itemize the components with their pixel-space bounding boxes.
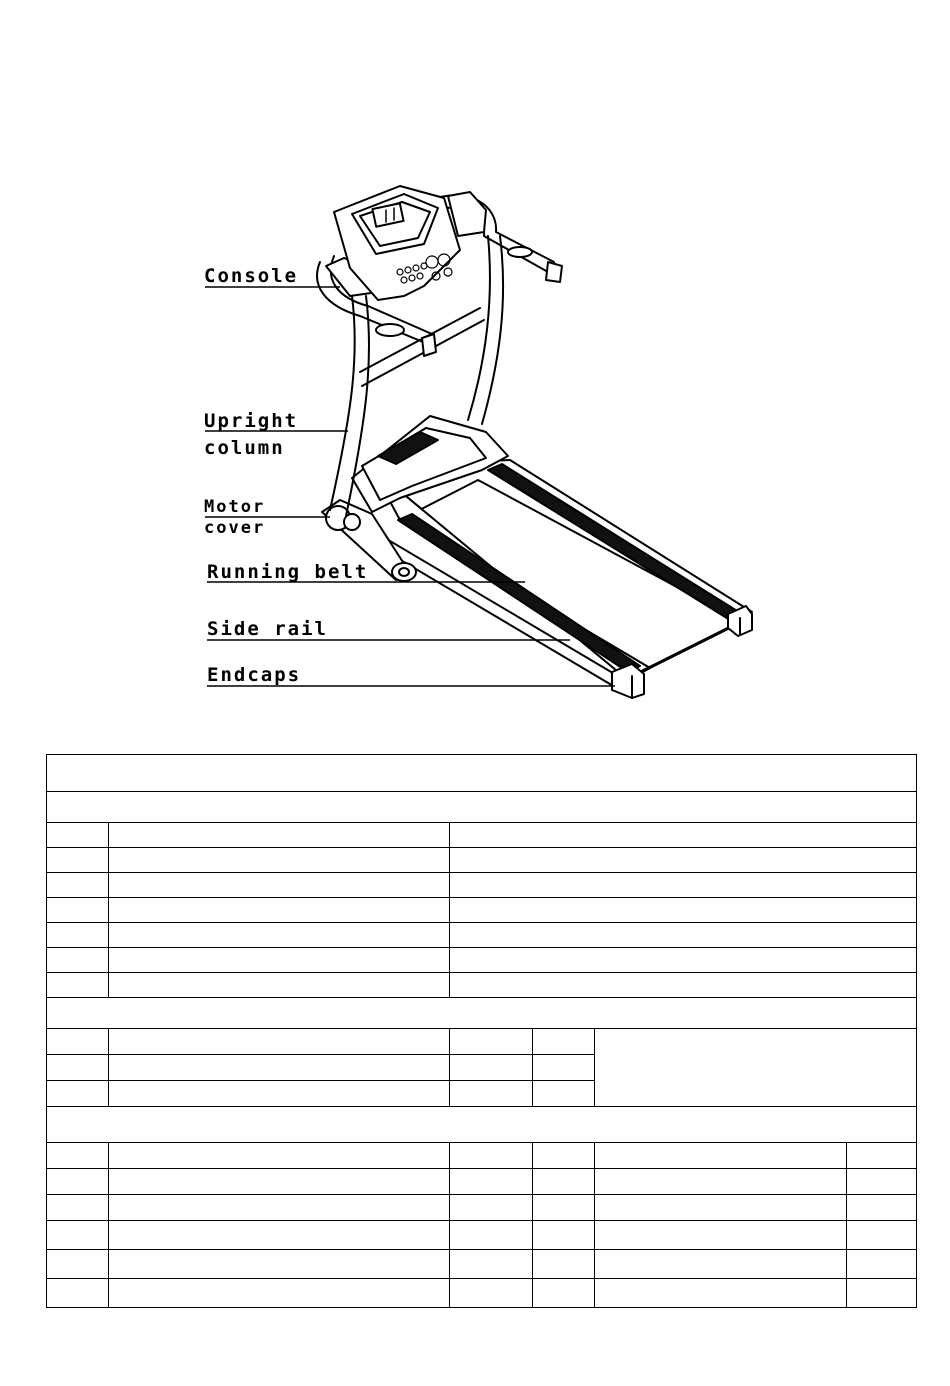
label-side-rail: Side rail (207, 618, 328, 640)
table-cell (595, 1279, 847, 1308)
table-cell (109, 1055, 450, 1081)
table-cell (450, 973, 917, 998)
label-upright-line1: Upright (204, 410, 299, 432)
table-cell (109, 923, 450, 948)
table-cell (533, 1169, 595, 1195)
table-section-row (47, 998, 917, 1029)
table-cell (847, 1169, 917, 1195)
table-cell (109, 1279, 450, 1308)
table-cell (847, 1195, 917, 1221)
label-console: Console (204, 265, 299, 287)
table-cell (847, 1143, 917, 1169)
table-cell (595, 1169, 847, 1195)
table-cell (450, 1029, 533, 1055)
spec-table (46, 754, 917, 1308)
table-title-row (47, 755, 917, 792)
label-upright-line2: column (204, 437, 285, 459)
table-row (47, 873, 917, 898)
table-cell (109, 1250, 450, 1279)
table-cell (450, 823, 917, 848)
table-cell (47, 1195, 109, 1221)
label-motor-line2: cover (204, 518, 266, 538)
table-row (47, 823, 917, 848)
table-cell (533, 1055, 595, 1081)
table-row (47, 948, 917, 973)
table-cell (47, 823, 109, 848)
table-cell (109, 873, 450, 898)
table-cell (47, 1081, 109, 1107)
table-cell (847, 1279, 917, 1308)
table-cell (533, 1143, 595, 1169)
table-cell (450, 848, 917, 873)
table-cell (47, 1143, 109, 1169)
table-cell (47, 923, 109, 948)
table-row (47, 898, 917, 923)
table-cell (47, 898, 109, 923)
table-cell (47, 792, 917, 823)
table-cell (450, 1250, 533, 1279)
table-cell (47, 1279, 109, 1308)
table-cell (47, 1250, 109, 1279)
table-row (47, 1279, 917, 1308)
table-cell (109, 948, 450, 973)
table-row (47, 1195, 917, 1221)
table-cell (450, 898, 917, 923)
table-cell (47, 1169, 109, 1195)
table-cell (109, 1081, 450, 1107)
table-cell (450, 1169, 533, 1195)
table-cell (109, 898, 450, 923)
table-cell (109, 823, 450, 848)
table-cell (533, 1195, 595, 1221)
table-cell (47, 948, 109, 973)
table-cell (109, 1221, 450, 1250)
table-cell (595, 1221, 847, 1250)
label-motor-line1: Motor (204, 497, 266, 517)
table-cell (109, 1195, 450, 1221)
table-row (47, 973, 917, 998)
table-cell (595, 1029, 917, 1107)
treadmill-deck (372, 460, 752, 680)
table-cell (109, 1029, 450, 1055)
table-cell (533, 1081, 595, 1107)
table-row (47, 1250, 917, 1279)
table-cell (450, 1195, 533, 1221)
table-cell (47, 848, 109, 873)
table-cell (847, 1221, 917, 1250)
table-cell (47, 873, 109, 898)
table-row (47, 1143, 917, 1169)
table-cell (450, 1081, 533, 1107)
table-cell (47, 1107, 917, 1143)
table-cell (47, 1029, 109, 1055)
table-cell (109, 973, 450, 998)
table-cell (109, 1169, 450, 1195)
table-cell (450, 1279, 533, 1308)
table-cell (450, 1055, 533, 1081)
table-section-row (47, 1107, 917, 1143)
table-cell (450, 1221, 533, 1250)
table-row (47, 923, 917, 948)
table-cell (533, 1279, 595, 1308)
table-cell (595, 1250, 847, 1279)
table-cell (47, 973, 109, 998)
table-cell (450, 1143, 533, 1169)
table-row (47, 1169, 917, 1195)
table-row (47, 1029, 917, 1055)
table-cell (533, 1250, 595, 1279)
table-cell (595, 1143, 847, 1169)
table-cell (47, 755, 917, 792)
table-cell (47, 998, 917, 1029)
table-section-row (47, 792, 917, 823)
table-cell (109, 848, 450, 873)
table-cell (450, 923, 917, 948)
table-cell (533, 1029, 595, 1055)
label-endcaps: Endcaps (207, 664, 302, 686)
table-cell (847, 1250, 917, 1279)
table-cell (450, 873, 917, 898)
table-cell (47, 1055, 109, 1081)
label-running-belt: Running belt (207, 561, 369, 583)
table-cell (595, 1195, 847, 1221)
table-row (47, 1221, 917, 1250)
table-cell (109, 1143, 450, 1169)
table-cell (47, 1221, 109, 1250)
table-row (47, 848, 917, 873)
table-cell (533, 1221, 595, 1250)
table-cell (450, 948, 917, 973)
